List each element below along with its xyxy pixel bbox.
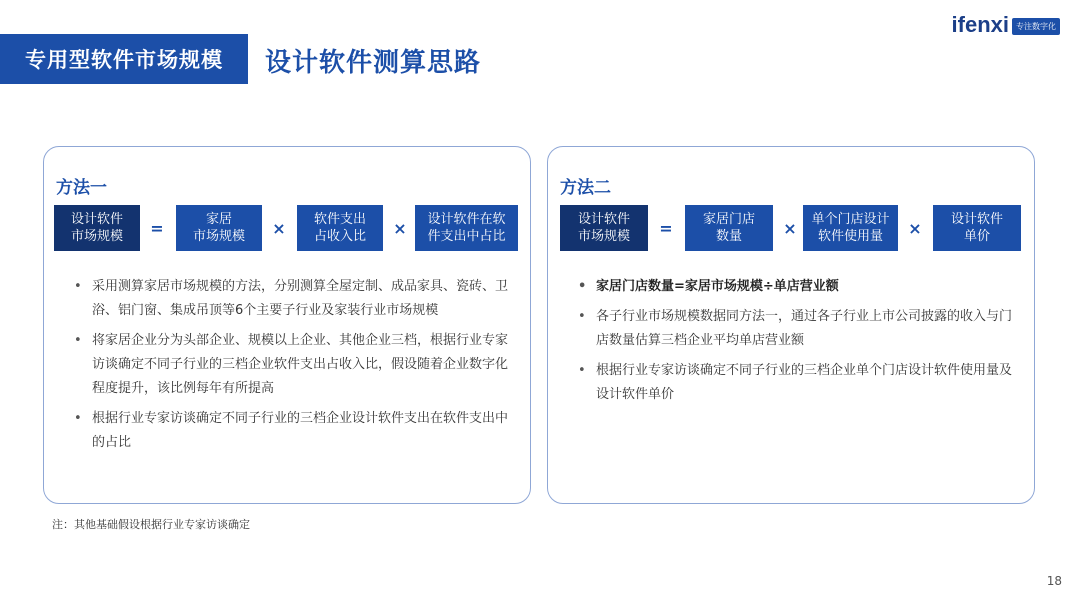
bullet-list bbox=[578, 275, 1014, 413]
formula-term: 家居 市场规模 bbox=[192, 212, 245, 244]
section-tag: 专用型软件市场规模 bbox=[0, 34, 248, 84]
brand-logo bbox=[952, 12, 1060, 38]
list-item: • 将家居企业分为头部企业、规模以上企业、其他企业三档，根据行业专家访谈确定不同子行业的三档企业软件支出占收入比，假设随着企业数字化程度提升，该比例每年有所提高 bbox=[74, 329, 510, 401]
equals-operator: = bbox=[150, 218, 164, 238]
formula-result-box bbox=[560, 205, 648, 251]
formula-factor-box bbox=[933, 205, 1021, 251]
formula-factor-box bbox=[803, 205, 898, 251]
formula-factor-box bbox=[415, 205, 518, 251]
formula-term: 设计软件 市场规模 bbox=[70, 212, 123, 244]
formula-factor-box bbox=[176, 205, 262, 251]
formula-term: 设计软件 市场规模 bbox=[577, 212, 630, 244]
list-item: • 根据行业专家访谈确定不同子行业的三档企业设计软件支出在软件支出中的占比 bbox=[74, 407, 510, 455]
method-title: 方法一 bbox=[56, 178, 107, 198]
formula-term: 软件支出 占收入比 bbox=[313, 212, 366, 244]
logo-wordmark: ifenxi bbox=[951, 12, 1009, 37]
list-item: • 采用测算家居市场规模的方法，分别测算全屋定制、成品家具、瓷砖、卫浴、铝门窗、集成吊顶等6个主要子行业及家装行业市场规模 bbox=[74, 275, 510, 323]
formula-term: 单个门店设计 软件使用量 bbox=[811, 212, 890, 244]
multiply-operator: × bbox=[393, 218, 407, 238]
page-title: 设计软件测算思路 bbox=[265, 47, 482, 78]
multiply-operator: × bbox=[783, 218, 797, 238]
method-title: 方法二 bbox=[560, 178, 611, 198]
formula-term: 家居门店 数量 bbox=[702, 212, 755, 244]
list-item: • 家居门店数量=家居市场规模÷单店营业额 bbox=[578, 275, 1014, 299]
equals-operator: = bbox=[659, 218, 673, 238]
multiply-operator: × bbox=[272, 218, 286, 238]
formula-result-box bbox=[54, 205, 140, 251]
list-item: • 根据行业专家访谈确定不同子行业的三档企业单个门店设计软件使用量及设计软件单价 bbox=[578, 359, 1014, 407]
method-one-panel bbox=[43, 146, 531, 504]
formula-factor-box bbox=[685, 205, 773, 251]
multiply-operator: × bbox=[908, 218, 922, 238]
formula-row bbox=[548, 205, 1034, 251]
formula-term: 设计软件 单价 bbox=[950, 212, 1003, 244]
logo-badge: 专注数字化 bbox=[1012, 18, 1060, 35]
formula-term: 设计软件在软 件支出中占比 bbox=[427, 212, 506, 244]
page-number: 18 bbox=[1046, 574, 1062, 588]
method-two-panel bbox=[547, 146, 1035, 504]
bullet-list bbox=[74, 275, 510, 461]
formula-row bbox=[44, 205, 530, 251]
footnote: 注：其他基础假设根据行业专家访谈确定 bbox=[52, 518, 250, 531]
formula-factor-box bbox=[297, 205, 383, 251]
list-item: • 各子行业市场规模数据同方法一，通过各子行业上市公司披露的收入与门店数量估算三档企业平均单店营业额 bbox=[578, 305, 1014, 353]
